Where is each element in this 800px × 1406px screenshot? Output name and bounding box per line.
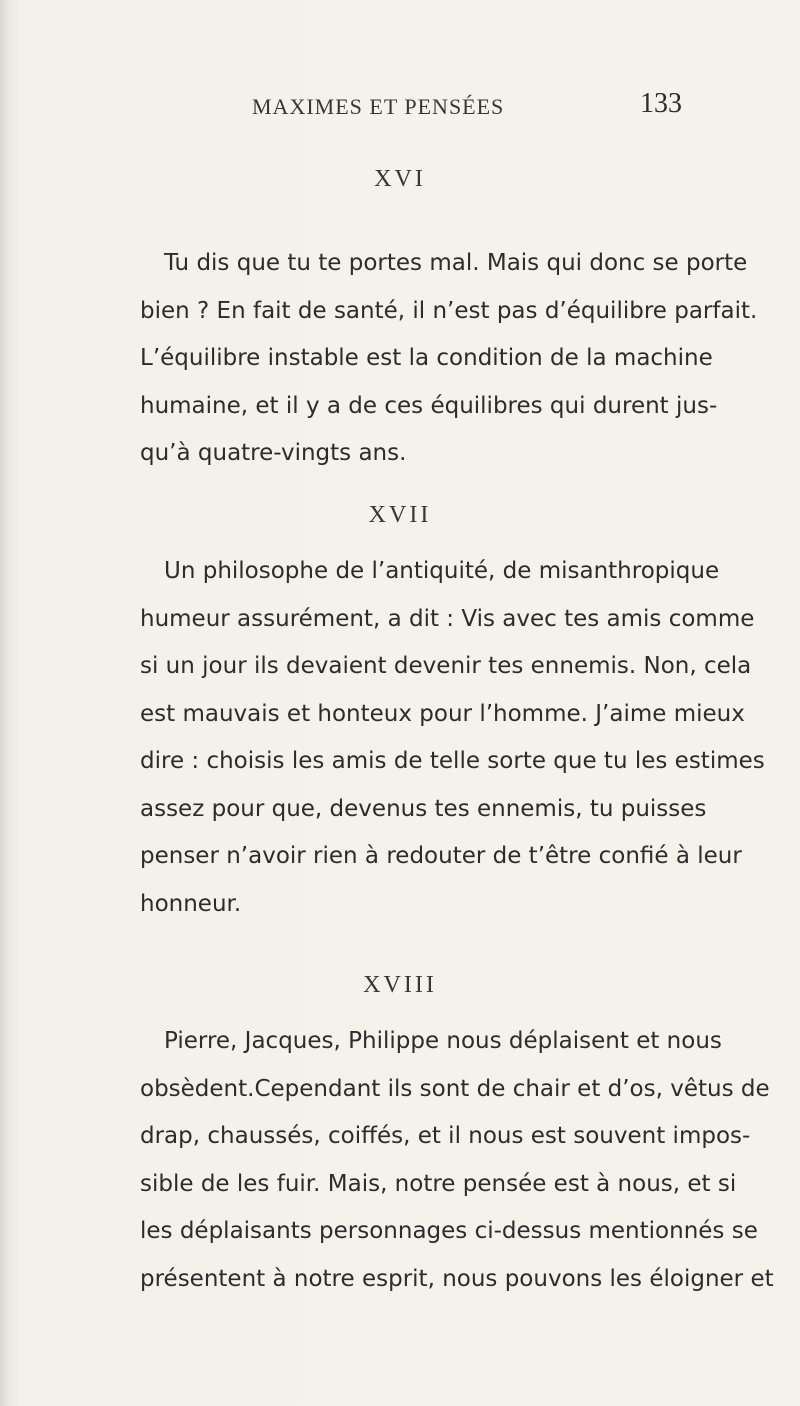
section-heading-xvi: XVI [374,166,426,192]
text-line: Tu dis que tu te portes mal. Mais qui donc se porte [164,250,748,276]
text-line: penser n’avoir rien à redouter de t’être confié à leur [140,843,742,869]
paragraph-xviii [140,1018,774,1303]
paragraph-xvii [140,548,765,928]
running-title: MAXIMES ET PENSÉES [252,94,505,119]
text-line: drap, chaussés, coiffés, et il nous est souvent impos- [140,1123,751,1149]
paragraph-xvi [140,240,758,478]
text-line: Pierre, Jacques, Philippe nous déplaisent et nous [164,1028,722,1054]
text-line: humaine, et il y a de ces équilibres qui durent jus- [140,392,718,419]
text-line: dire : choisis les amis de telle sorte que tu les estimes [140,748,765,774]
text-line: assez pour que, devenus tes ennemis, tu puisses [140,795,707,822]
text-line: L’équilibre instable est la condition de la machine [140,345,713,371]
text-line: est mauvais et honteux pour l’homme. J’aime mieux [140,700,745,727]
text-line: si un jour ils devaient devenir tes ennemis. Non, cela [140,653,752,679]
text-line: Un philosophe de l’antiquité, de misanthropique [164,558,720,584]
text-line: honneur. [140,890,242,917]
text-line: bien ? En fait de santé, il n’est pas d’équilibre parfait. [140,297,758,324]
page-number: 133 [640,88,682,119]
text-line: qu’à quatre-vingts ans. [140,440,407,466]
page-header [0,88,800,128]
section-heading-xviii: XVIII [363,972,437,998]
section-heading-xvii: XVII [368,502,432,528]
text-line: humeur assurément, a dit : Vis avec tes amis comme [140,605,755,632]
text-line: sible de les fuir. Mais, notre pensée est à nous, et si [140,1170,737,1197]
text-line: les déplaisants personnages ci-dessus mentionnés se [140,1218,758,1244]
text-line: obsèdent.Cependant ils sont de chair et d’os, vêtus de [140,1075,770,1102]
text-line: présentent à notre esprit, nous pouvons les éloigner et [140,1265,774,1292]
